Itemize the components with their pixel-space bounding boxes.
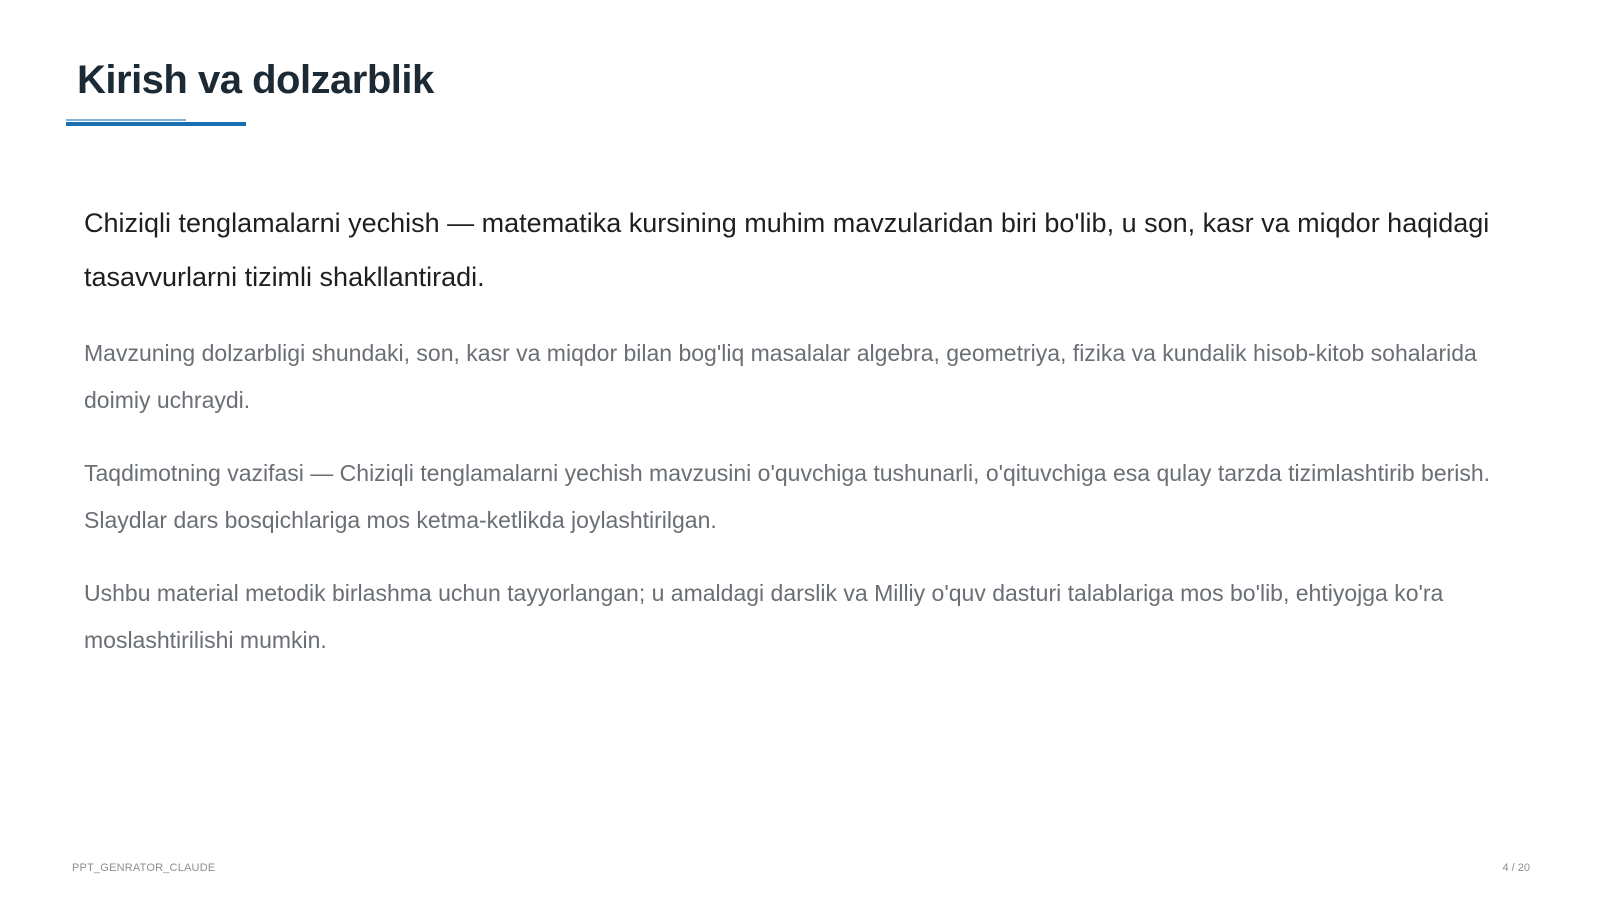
footer-brand: PPT_GENRATOR_CLAUDE: [72, 862, 216, 874]
slide-title: Kirish va dolzarblik: [77, 58, 434, 102]
page-indicator: 4 / 20: [1502, 862, 1530, 874]
title-underline-accent: [66, 119, 186, 121]
lead-paragraph: Chiziqli tenglamalarni yechish — matematika kursining muhim mavzularidan biri bo'lib, u son, kasr va miqdor haqidagi tasavvurlarni tizimli shakllantiradi.: [84, 208, 1490, 292]
body-paragraph-relevance: Mavzuning dolzarbligi shundaki, son, kasr va miqdor bilan bog'liq masalalar algebra, geometriya, fizika va kundalik hisob-kitob sohalarida doimiy uchraydi.: [84, 340, 1477, 413]
body-paragraph-material: Ushbu material metodik birlashma uchun tayyorlangan; u amaldagi darslik va Milliy o'quv dasturi talablariga mos bo'lib, ehtiyojga ko'ra moslashtirilishi mumkin.: [84, 580, 1444, 653]
title-underline: [66, 122, 246, 126]
body-paragraph-task: Taqdimotning vazifasi — Chiziqli tenglamalarni yechish mavzusini o'quvchiga tushunarli, o'qituvchiga esa qulay tarzda tizimlashtirib berish. Slaydlar dars bosqichlariga mos ketma-ketlikda joylashtirilgan.: [84, 460, 1491, 533]
